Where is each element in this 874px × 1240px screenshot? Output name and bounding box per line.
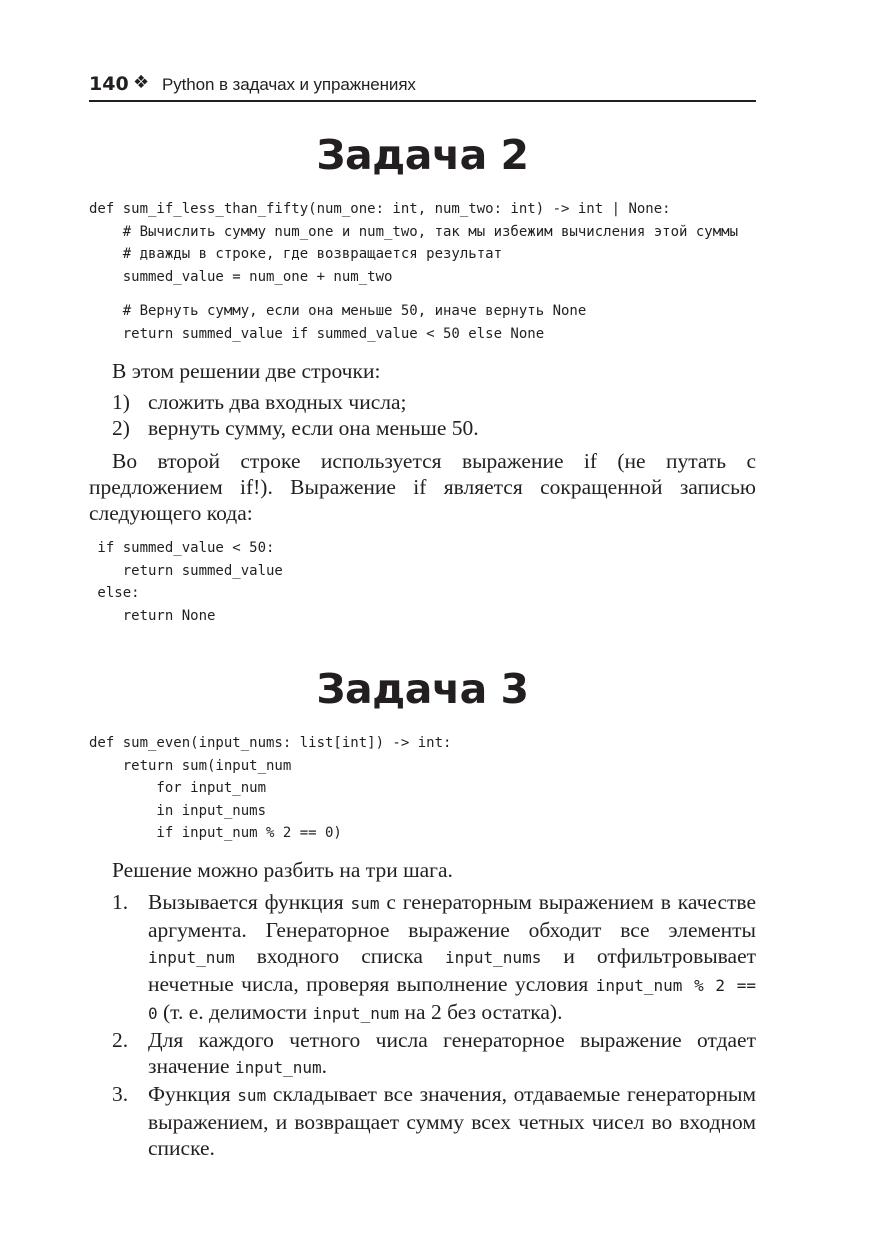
code-line: else: — [89, 585, 140, 601]
code-line: return sum(input_num — [89, 757, 292, 774]
list-marker: 3. — [112, 1082, 129, 1106]
code-line: return summed_value if summed_value < 50 else None — [89, 325, 545, 342]
task2-equivalent-code — [89, 537, 283, 627]
inline-code: input_num — [312, 1004, 400, 1023]
task3-code-block — [89, 732, 451, 845]
page-number: 140 — [89, 73, 129, 95]
code-line: for input_num — [89, 780, 267, 796]
list-item: 3. Функция sum складывает все значения, отдаваемые генераторным выражением, и возвращает сумму всех четных чисел во входном списке. — [112, 1082, 756, 1160]
list-marker: 1. — [112, 890, 129, 914]
list-item: 1. Вызывается функция sum с генераторным выражением в качестве аргумента. Генераторное выражение обходит все элементы input_num входного списка input_nums и отфильтровывает нечетные числа, проверяя выполнение условия input_num % 2 == 0 (т. е. делимости input_num на 2 без остатка). — [112, 890, 757, 1024]
code-line: # Вернуть сумму, если она меньше 50, иначе вернуть None — [89, 303, 587, 319]
code-line: return None — [89, 607, 216, 624]
list-item: 2. Для каждого четного числа генераторное выражение отдает значение input_num. — [112, 1028, 756, 1078]
list-item-text: вернуть сумму, если она меньше 50. — [148, 416, 479, 440]
inline-code: input_num — [148, 948, 235, 967]
code-line: in input_nums — [89, 802, 267, 819]
task3-heading: Задача 3 — [316, 665, 529, 713]
task2-intro: В этом решении две строчки: — [112, 359, 381, 383]
task2-explanation: Во второй строке используется выражение if (не путать с предложением if!). Выражение if является сокращенной записью следующего кода: — [89, 449, 756, 525]
code-line: # дважды в строке, где возвращается результат — [89, 246, 503, 262]
inline-code: input_num — [234, 1058, 322, 1077]
task2-steps-list — [89, 389, 756, 441]
ornament-icon: ❖ — [133, 72, 150, 93]
task3-steps-list — [89, 889, 756, 1161]
code-line: summed_value = num_one + num_two — [89, 268, 393, 285]
list-marker: 2. — [112, 1028, 129, 1052]
code-line: if summed_value < 50: — [89, 540, 275, 556]
task2-code-block — [89, 198, 738, 288]
code-line: return summed_value — [89, 562, 283, 579]
list-item-text: сложить два входных числа; — [148, 390, 407, 414]
running-header — [89, 70, 756, 102]
inline-code: sum — [350, 894, 380, 913]
code-line: def sum_even(input_nums: list[int]) -> int: — [89, 735, 452, 751]
task2-code-block-2 — [89, 300, 586, 345]
code-line: # Вычислить сумму num_one и num_two, так мы избежим вычисления этой суммы — [89, 223, 739, 240]
list-item — [89, 389, 756, 415]
inline-code: sum — [237, 1086, 267, 1105]
inline-code: input_nums — [445, 948, 542, 967]
code-line: if input_num % 2 == 0) — [89, 825, 342, 841]
code-line: def sum_if_less_than_fifty(num_one: int, num_two: int) -> int | None: — [89, 201, 671, 217]
task3-intro: Решение можно разбить на три шага. — [112, 858, 453, 882]
list-marker: 2) — [112, 416, 130, 440]
list-marker: 1) — [112, 390, 130, 414]
task2-heading: Задача 2 — [316, 131, 529, 179]
inline-code: input_num % 2 == 0 — [148, 976, 756, 1023]
list-item — [89, 415, 756, 441]
book-title: Python в задачах и упражнениях — [162, 75, 416, 94]
